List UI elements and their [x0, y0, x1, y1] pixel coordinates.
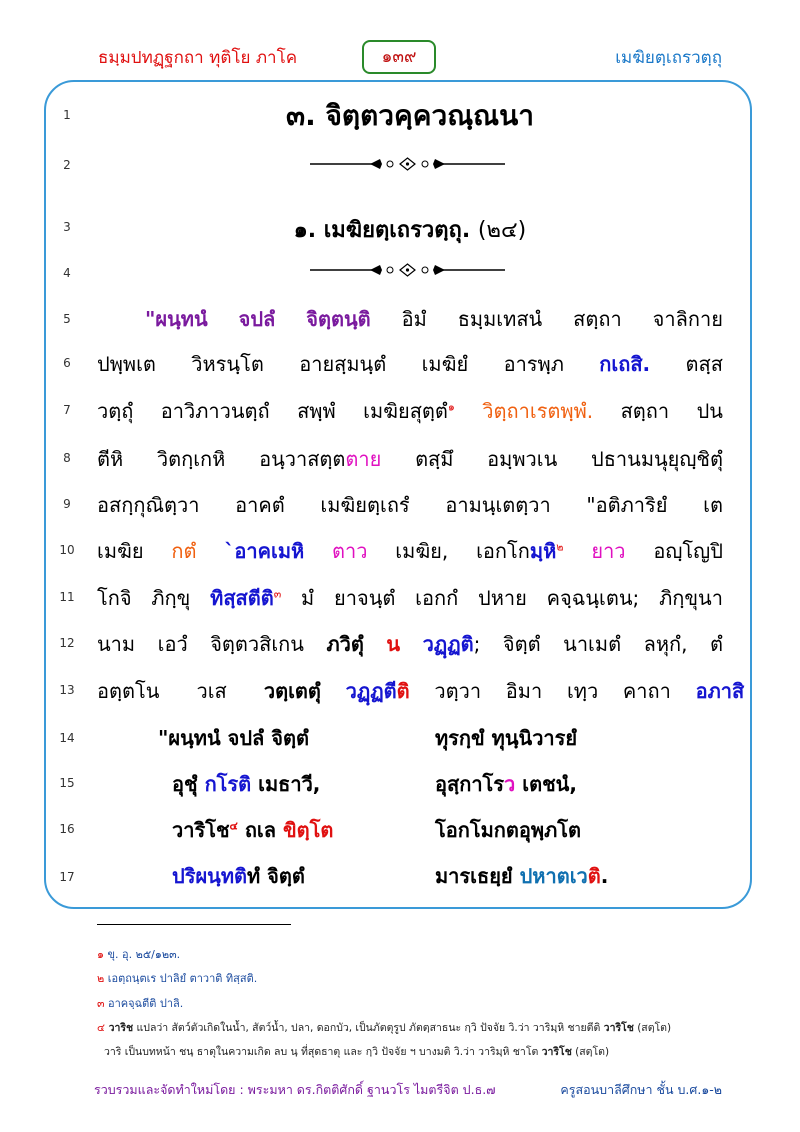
word: อตฺตโน — [97, 679, 160, 703]
line-number: 6 — [63, 356, 71, 370]
word: จปลํ — [238, 307, 276, 331]
text-line — [97, 628, 723, 660]
text-line — [97, 675, 745, 707]
verse-line-a4: ปริผนฺทติทํ จิตฺตํ — [172, 864, 305, 888]
word: ตสฺส — [685, 352, 723, 376]
word: อารพฺภ — [503, 352, 564, 376]
line-number: 14 — [59, 731, 75, 745]
word: อิมํ — [401, 307, 427, 331]
word: นาม — [97, 632, 136, 656]
footnote: ๑ ขุ. อุ. ๒๕/๑๒๓. — [97, 948, 181, 961]
page-number: ๑๓๙ — [362, 40, 436, 74]
word: วฏฺฏติ; — [422, 632, 481, 656]
word: สตฺถา — [620, 399, 670, 423]
word: เอวํ — [157, 632, 188, 656]
word: อนฺวาสตฺตตาย — [259, 447, 382, 471]
word: อาคตํ — [235, 493, 285, 517]
word-with-footnote: เอกโกมฺหิ$^๒$ — [476, 539, 564, 563]
word: อภาสิ — [695, 679, 745, 703]
word: เต — [703, 493, 723, 517]
footnote: ๔ วาริช แปลว่า สัตว์ตัวเกิดในน้ำ, สัตว์น้ำ, ปลา, ดอกบัว, เป็นภัตตุรูป ภัตตฺสาธนะ กฺวิ ปัจจัย วิ.ว่า วาริมฺหิ ชายตีติ วาริโช (สตฺโต) — [97, 1022, 672, 1034]
word: ธมฺมเทสนํ — [457, 307, 543, 331]
story-title-line — [97, 212, 723, 247]
line-number: 10 — [59, 543, 75, 557]
line-number: 17 — [59, 870, 75, 884]
footnote-marker: ๔ — [229, 819, 238, 833]
footnote-marker: ๑ — [447, 400, 455, 414]
word: เมฆิย — [97, 539, 144, 563]
word: เอกกํ — [415, 586, 459, 610]
line-number: 8 — [63, 451, 71, 465]
word: "ผนฺทนํ — [145, 307, 208, 331]
line-number: 4 — [63, 266, 71, 280]
word: วตฺถุํ — [97, 399, 134, 423]
verse-line-a3: วาริโช$^๔$ ถเล ขิตฺโต — [172, 818, 334, 842]
footer-course: ครูสอนบาลีศึกษา ชั้น บ.ศ.๑-๒ — [560, 1082, 722, 1097]
text-line — [97, 489, 723, 521]
word: ปพฺพเต — [97, 352, 156, 376]
verse-line-a1: "ผนฺทนํ จปลํ จิตฺตํ — [158, 726, 309, 750]
word: ภิกฺขุนา — [659, 586, 723, 610]
text-line — [145, 303, 723, 335]
line-number: 11 — [59, 590, 75, 604]
verse-line-a2: อุชุํ กโรติ เมธาวี, — [172, 772, 321, 796]
word: "อติภาริยํ — [586, 493, 668, 517]
verse-line-b3: โอกโมกตอุพฺภโต — [435, 818, 581, 842]
word: โกจิ — [97, 586, 132, 610]
word: อมฺพวเน — [487, 447, 558, 471]
footer-compiler: รวบรวมและจัดทำใหม่โดย : พระมหา ดร.กิตติศักดิ์ ฐานวโร ไมตรีจิต ป.ธ.๗ — [94, 1082, 496, 1097]
line-number: 1 — [63, 108, 71, 122]
word: อญฺโญปิ — [653, 539, 723, 563]
word: ยาว — [591, 539, 626, 563]
word: ภวิตุํ — [326, 632, 364, 656]
line-number: 2 — [63, 158, 71, 172]
word: อสกฺกุณิตฺวา — [97, 493, 200, 517]
word: เมฆิย, — [395, 539, 449, 563]
word: ตํ — [710, 632, 723, 656]
verse-line-b4: มารเธยฺยํ ปหาตเวติ. — [435, 864, 609, 888]
word: เมฆิยตฺเถรํ — [320, 493, 410, 517]
word: `อาคเมหิ — [224, 539, 305, 563]
text-line — [97, 443, 723, 475]
word: สพฺพํ — [297, 399, 336, 423]
footnote-separator — [97, 924, 291, 925]
word: จิตฺตํ — [502, 632, 541, 656]
line-number: 15 — [59, 776, 75, 790]
word: อาวิภาวนตฺถํ — [160, 399, 270, 423]
word: กเถสิ. — [599, 352, 651, 376]
word: วตฺเตตุํ — [263, 679, 321, 703]
word: อายสฺมนฺตํ — [299, 352, 387, 376]
word: วฏฺฏตีติ — [345, 679, 410, 703]
footnote: ๒ เอตฺถนฺตเร ปาลิยํ ตาวาติ ทิสฺสติ. — [97, 972, 258, 985]
line-number: 7 — [63, 403, 71, 417]
word: ภิกฺขุ — [151, 586, 191, 610]
word: ปธานมนุยุญฺชิตุํ — [591, 447, 723, 471]
line-number: 13 — [59, 683, 75, 697]
story-title: ๑. เมฆิยตฺเถรวตฺถุ. — [293, 218, 471, 243]
ornament-divider — [310, 157, 505, 171]
verse-line-b1: ทุรกฺขํ ทุนฺนิวารยํ — [435, 726, 578, 750]
word: ตาว — [332, 539, 368, 563]
verse-line-b2: อุสฺกาโรว เตชนํ, — [435, 772, 577, 796]
word: เทฺว — [566, 679, 599, 703]
word: อิมา — [505, 679, 543, 703]
word: จาลิกาย — [652, 307, 723, 331]
word: นาเมตํ — [563, 632, 622, 656]
word: สตฺถา — [573, 307, 622, 331]
text-line — [97, 348, 723, 380]
running-header-title: ธมฺมปทฏฺฐกถา ทุติโย ภาโค — [98, 48, 298, 68]
text-line — [97, 535, 723, 567]
word: จิตฺตนฺติ — [306, 307, 371, 331]
footnote: ๓ อาคจฺฉตีติ ปาลิ. — [97, 997, 184, 1010]
word: กตํ — [171, 539, 197, 563]
word-with-footnote: เมฆิยสุตฺตํ$^๑$ — [363, 399, 455, 423]
word: วตฺวา — [434, 679, 482, 703]
text-line — [97, 395, 723, 427]
word: วิตฺถาเรตพฺพํ. — [482, 399, 594, 423]
word: อามนฺเตตฺวา — [445, 493, 551, 517]
footnote-marker: ๓ — [273, 587, 282, 601]
running-header-section: เมฆิยตฺเถรวตฺถุ — [615, 48, 722, 68]
word: คจฺฉนฺเตน; — [546, 586, 640, 610]
line-number: 3 — [63, 220, 71, 234]
line-number: 12 — [59, 636, 75, 650]
word: ปหาย — [478, 586, 527, 610]
word-with-footnote: ทิสฺสตีติ$^๓$ — [210, 586, 282, 610]
word: ตสฺมึ — [415, 447, 454, 471]
word: วิตกฺเกหิ — [156, 447, 226, 471]
word: เมฆิยํ — [421, 352, 469, 376]
word: ปน — [696, 399, 723, 423]
word: วิหรนฺโต — [191, 352, 264, 376]
word: จิตฺตวสิเกน — [210, 632, 304, 656]
story-number: (๒๔) — [477, 218, 527, 243]
word: ลหุกํ, — [643, 632, 688, 656]
word: คาถา — [622, 679, 671, 703]
word: มํ — [301, 586, 315, 610]
chapter-title: ๓. จิตฺตวคฺควณฺณนา — [285, 99, 535, 132]
line-number: 9 — [63, 497, 71, 511]
line-number: 5 — [63, 312, 71, 326]
word: ตีหิ — [97, 447, 124, 471]
line-number: 16 — [59, 822, 75, 836]
ornament-divider — [310, 263, 505, 277]
footnote-continuation: วาริ เป็นบทหน้า ชนฺ ธาตุในความเกิด ลบ นฺ ที่สุดธาตุ และ กฺวิ ปัจจัย ฯ บางมติ วิ.ว่า วาริมฺหิ ชาโต วาริโช (สตฺโต) — [104, 1046, 610, 1058]
text-line — [97, 582, 723, 614]
word: วเส — [196, 679, 227, 703]
word: น — [386, 632, 401, 656]
footnote-marker: ๒ — [556, 540, 564, 554]
word: ยาจนฺตํ — [334, 586, 396, 610]
